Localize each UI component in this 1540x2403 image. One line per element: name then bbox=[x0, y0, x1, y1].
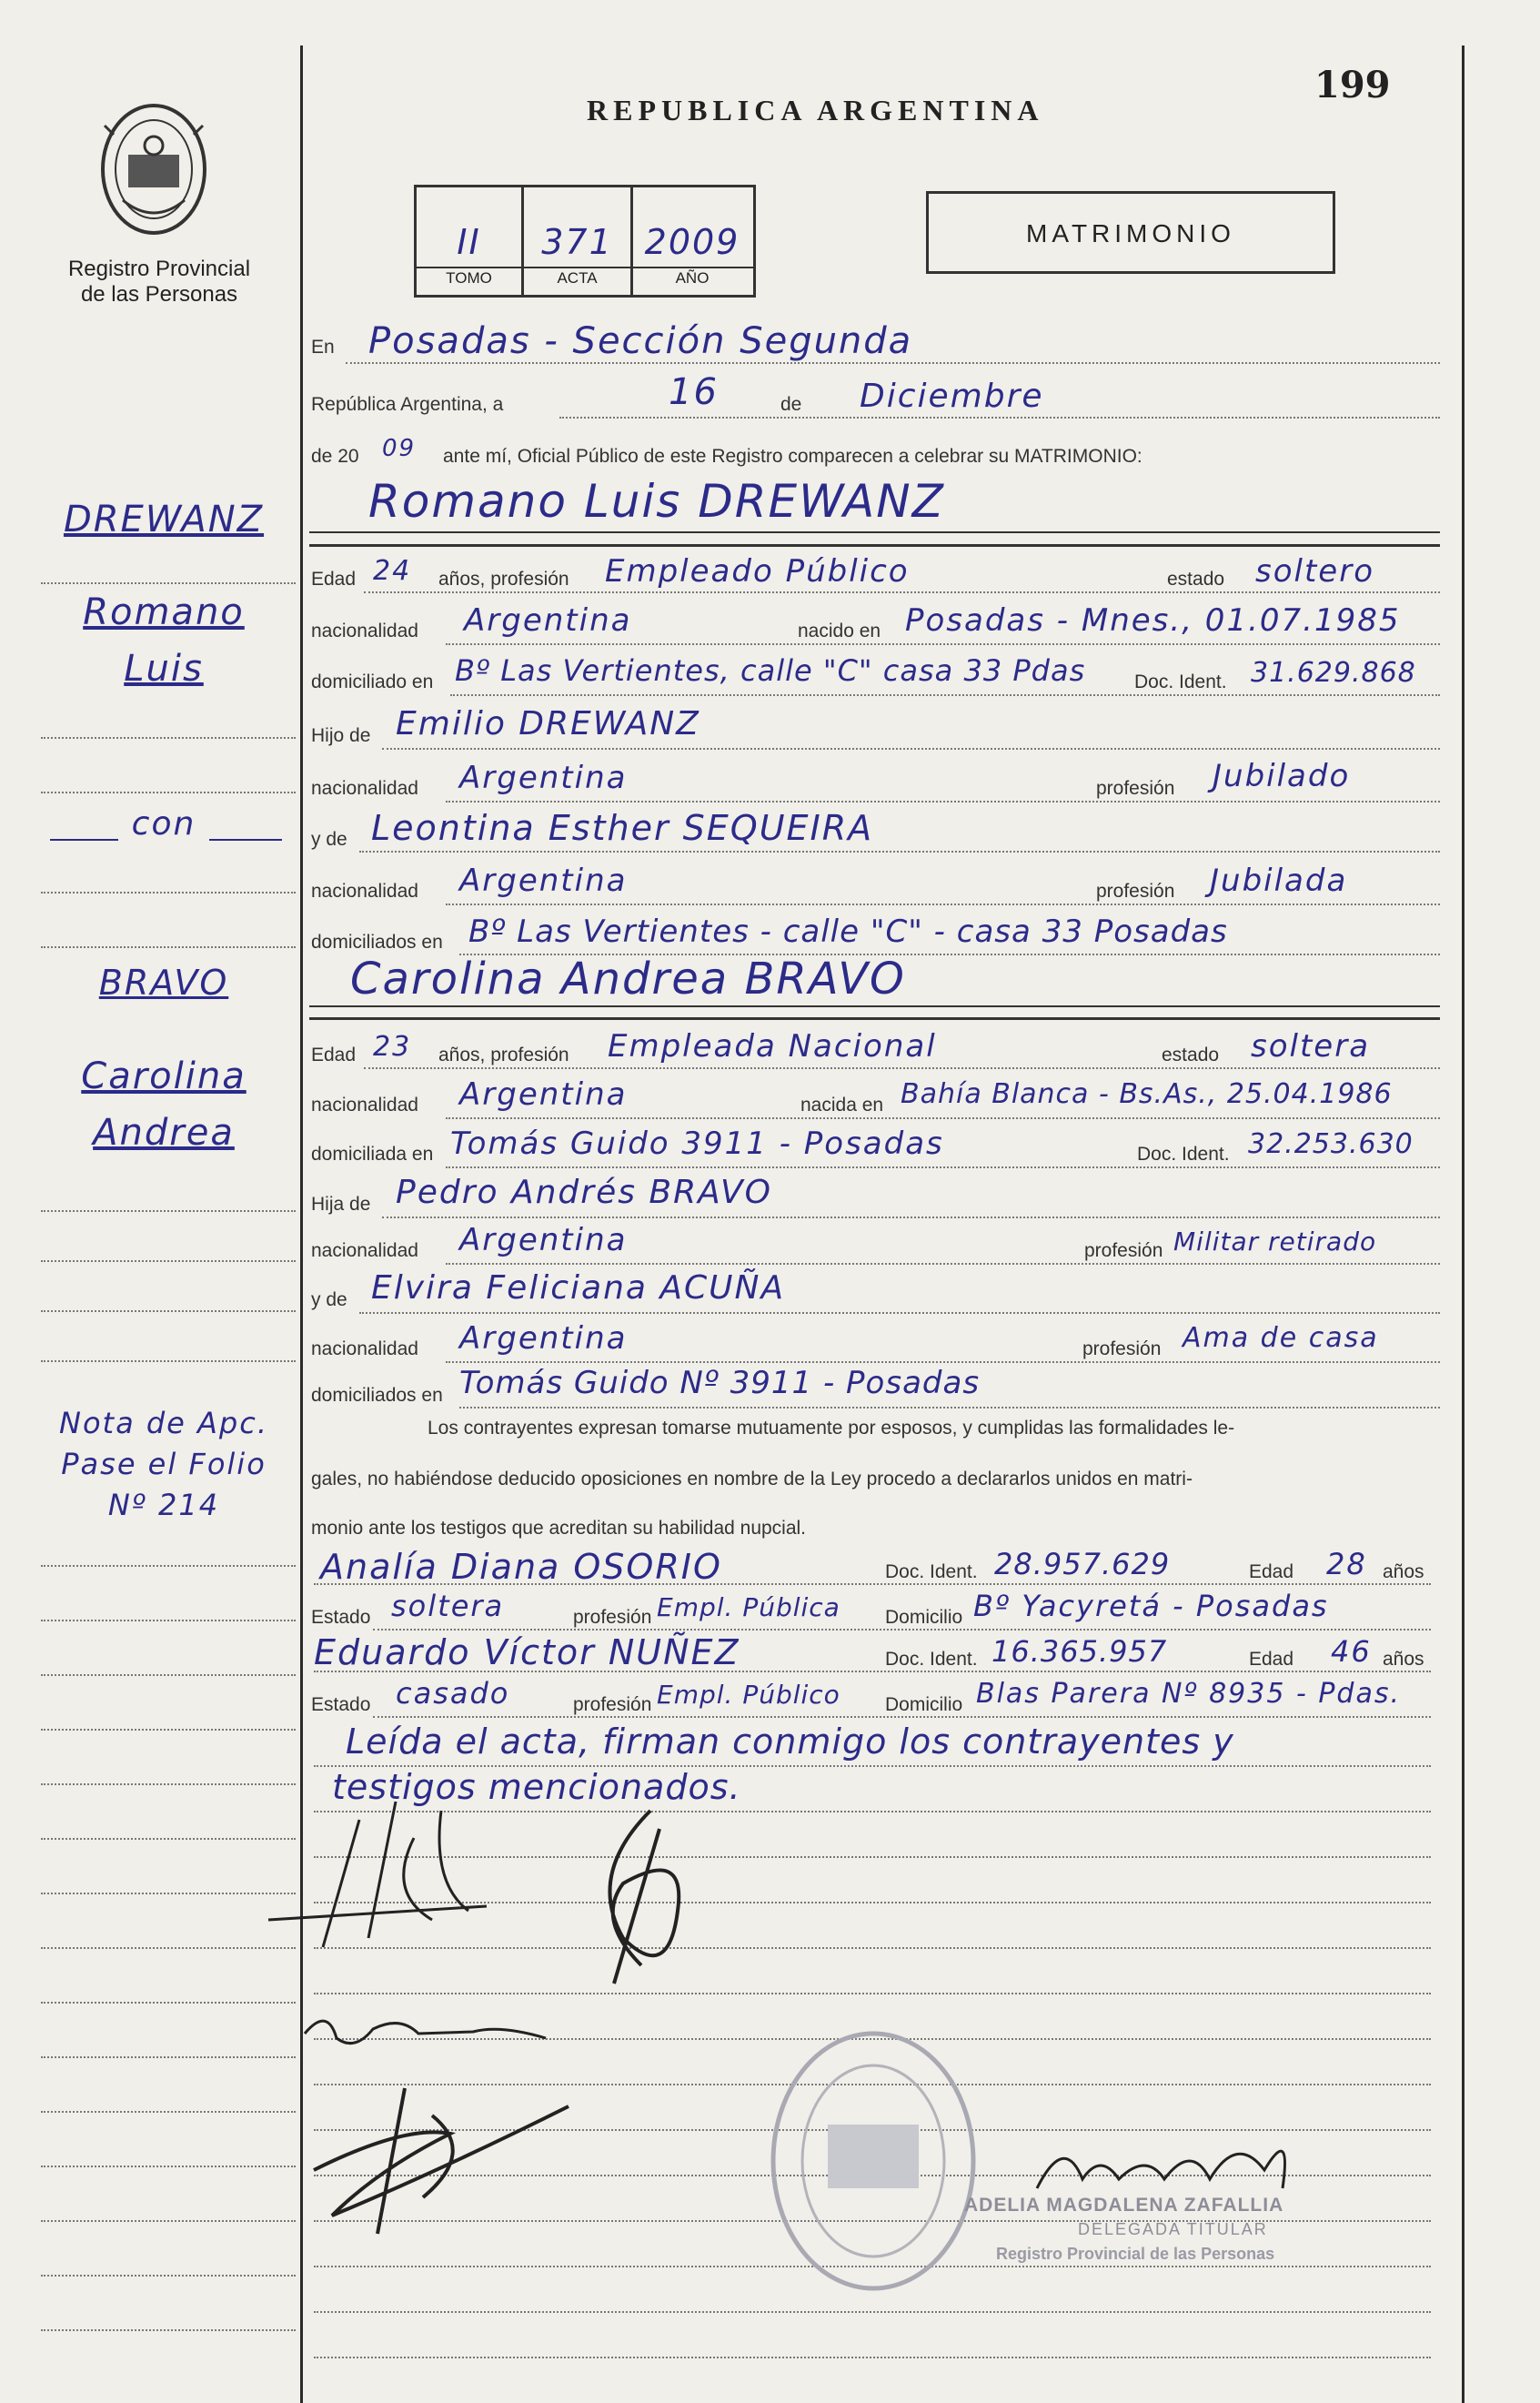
margin-groom-surname: DREWANZ bbox=[63, 499, 265, 540]
bride-father-prof-value: Militar retirado bbox=[1173, 1227, 1377, 1257]
declaration-line1: Los contrayentes expresan tomarse mutuamente por esposos, y cumplidas las formalidades le- bbox=[428, 1418, 1235, 1439]
record-type-box bbox=[926, 191, 1335, 274]
groom-father-label: Hijo de bbox=[311, 725, 371, 746]
witness1-estado-line bbox=[373, 1629, 1431, 1631]
groom-dom-value: Bº Las Vertientes, calle "C" casa 33 Pdas bbox=[455, 653, 1086, 688]
margin-rule bbox=[41, 1620, 296, 1621]
year-prefix: de 20 bbox=[311, 446, 359, 467]
witness2-estado-line bbox=[373, 1716, 1431, 1718]
margin-rule bbox=[41, 2166, 296, 2167]
groom-nacido-label: nacido en bbox=[798, 621, 881, 641]
groom-name-line bbox=[309, 531, 1440, 533]
margin-rule bbox=[41, 2002, 296, 2004]
closing-line2: testigos mencionados. bbox=[332, 1767, 741, 1807]
margin-rule bbox=[41, 2275, 296, 2277]
bride-edad-value: 23 bbox=[373, 1031, 412, 1063]
closing-line1: Leída el acta, firman conmigo los contrayentes y bbox=[346, 1721, 1234, 1762]
witness1-doc-label: Doc. Ident. bbox=[885, 1561, 978, 1582]
bride-mother-prof-label: profesión bbox=[1082, 1338, 1162, 1359]
bride-father-value: Pedro Andrés BRAVO bbox=[396, 1174, 772, 1211]
de-label: de bbox=[780, 394, 802, 415]
bride-parents-dom-value: Tomás Guido Nº 3911 - Posadas bbox=[459, 1365, 981, 1401]
groom-mother-prof-label: profesión bbox=[1096, 881, 1175, 902]
margin-rule bbox=[41, 2220, 296, 2222]
margin-rule bbox=[41, 1565, 296, 1567]
groom-edad-label: Edad bbox=[311, 569, 357, 590]
margin-con-dash-left bbox=[50, 839, 118, 841]
bride-dom-value: Tomás Guido 3911 - Posadas bbox=[450, 1126, 944, 1162]
bride-parents-dom-label: domiciliados en bbox=[311, 1385, 443, 1406]
contrayente-signature-1 bbox=[291, 1997, 555, 2061]
bride-father-prof-label: profesión bbox=[1084, 1240, 1163, 1261]
bride-name-line bbox=[309, 1005, 1440, 1007]
witness2-doc-value: 16.365.957 bbox=[991, 1634, 1168, 1669]
groom-dom-label: domiciliado en bbox=[311, 671, 434, 692]
groom-profesion-value: Empleado Público bbox=[605, 553, 910, 590]
bride-parents-dom-line bbox=[459, 1407, 1440, 1408]
bride-nacido-value: Bahía Blanca - Bs.As., 25.04.1986 bbox=[901, 1078, 1393, 1110]
groom-mother-label: y de bbox=[311, 829, 347, 850]
tomo-value: II bbox=[457, 222, 481, 262]
en-line bbox=[346, 362, 1440, 364]
official-title: DELEGADA TITULAR bbox=[1078, 2220, 1268, 2238]
bride-nac-value: Argentina bbox=[459, 1076, 628, 1113]
groom-section-divider bbox=[309, 544, 1440, 547]
bride-father-nac-label: nacionalidad bbox=[311, 1240, 418, 1261]
page-number: 199 bbox=[1314, 64, 1391, 106]
margin-groom-middle: Luis bbox=[124, 648, 204, 690]
groom-mother-nac-line bbox=[446, 904, 1440, 905]
witness2-anos-label: años bbox=[1383, 1649, 1424, 1670]
groom-nacido-value: Posadas - Mnes., 01.07.1985 bbox=[905, 602, 1401, 639]
margin-note-line3: Nº 214 bbox=[107, 1488, 220, 1522]
witness1-name: Analía Diana OSORIO bbox=[320, 1547, 722, 1587]
tomo-label: TOMO bbox=[446, 269, 492, 287]
groom-father-line bbox=[382, 748, 1440, 750]
groom-doc-label: Doc. Ident. bbox=[1134, 671, 1227, 692]
groom-father-value: Emilio DREWANZ bbox=[396, 705, 700, 742]
contrayente-signature-2 bbox=[296, 2061, 578, 2261]
bride-mother-nac-label: nacionalidad bbox=[311, 1338, 418, 1359]
witness-signature-2 bbox=[569, 1802, 705, 1993]
witness2-edad-label: Edad bbox=[1249, 1649, 1294, 1670]
signature-rule bbox=[314, 2311, 1431, 2313]
groom-mother-line bbox=[359, 851, 1440, 853]
witness1-edad-value: 28 bbox=[1326, 1547, 1367, 1581]
groom-father-prof-value: Jubilado bbox=[1213, 758, 1351, 794]
date-line bbox=[559, 417, 1440, 419]
official-stamp bbox=[764, 2024, 982, 2297]
witness1-dom-label: Domicilio bbox=[885, 1607, 963, 1628]
witness1-edad-label: Edad bbox=[1249, 1561, 1294, 1582]
groom-mother-nac-value: Argentina bbox=[459, 863, 628, 899]
margin-rule bbox=[41, 1310, 296, 1312]
margin-con: con bbox=[131, 805, 196, 843]
month-value: Diciembre bbox=[860, 378, 1044, 415]
margin-rule bbox=[41, 1360, 296, 1362]
bride-profesion-value: Empleada Nacional bbox=[608, 1028, 937, 1065]
witness1-anos-label: años bbox=[1383, 1561, 1424, 1582]
witness1-dom-value: Bº Yacyretá - Posadas bbox=[973, 1589, 1329, 1623]
groom-nac-value: Argentina bbox=[464, 602, 632, 639]
bride-mother-nac-value: Argentina bbox=[459, 1320, 628, 1357]
groom-parents-dom-value: Bº Las Vertientes - calle "C" - casa 33 Posadas bbox=[468, 914, 1228, 950]
registry-name-line1: Registro Provincial bbox=[67, 257, 251, 281]
margin-rule bbox=[41, 1947, 296, 1949]
margin-rule bbox=[41, 1783, 296, 1785]
record-type: MATRIMONIO bbox=[1026, 219, 1235, 247]
groom-dom-line bbox=[450, 694, 1440, 696]
registry-seal-logo bbox=[96, 98, 212, 239]
groom-estado-value: soltero bbox=[1255, 553, 1374, 590]
bride-mother-label: y de bbox=[311, 1289, 347, 1310]
margin-rule bbox=[41, 1210, 296, 1212]
margin-rule bbox=[41, 737, 296, 739]
margin-rule bbox=[41, 946, 296, 948]
margin-note-line2: Pase el Folio bbox=[61, 1447, 267, 1481]
groom-father-prof-label: profesión bbox=[1096, 778, 1175, 799]
margin-rule bbox=[41, 1838, 296, 1840]
margin-rule bbox=[41, 2329, 296, 2331]
bride-estado-label: estado bbox=[1162, 1045, 1220, 1065]
signature-rule bbox=[314, 1993, 1431, 1994]
witness2-estado-label: Estado bbox=[311, 1694, 371, 1715]
signature-rule bbox=[314, 2357, 1431, 2358]
margin-rule bbox=[41, 2056, 296, 2058]
witness2-name: Eduardo Víctor NUÑEZ bbox=[314, 1632, 740, 1672]
bride-section-divider bbox=[309, 1017, 1440, 1020]
declaration-line3: monio ante los testigos que acreditan su habilidad nupcial. bbox=[311, 1518, 807, 1539]
margin-rule bbox=[41, 892, 296, 894]
year-value: 09 bbox=[382, 435, 417, 462]
groom-father-nac-label: nacionalidad bbox=[311, 778, 418, 799]
ano-label: AÑO bbox=[675, 269, 710, 287]
margin-rule bbox=[41, 1893, 296, 1894]
right-border bbox=[1462, 45, 1465, 2403]
bride-dom-label: domiciliada en bbox=[311, 1144, 434, 1165]
witness2-name-line bbox=[314, 1671, 1431, 1672]
bride-mother-nac-line bbox=[446, 1361, 1440, 1363]
declaration-line2: gales, no habiéndose deducido oposiciones en nombre de la Ley procedo a declararlos unidos en matri- bbox=[311, 1469, 1193, 1489]
witness1-prof-value: Empl. Pública bbox=[657, 1592, 840, 1622]
bride-mother-prof-value: Ama de casa bbox=[1183, 1322, 1379, 1354]
margin-rule bbox=[41, 582, 296, 584]
margin-rule bbox=[41, 792, 296, 793]
groom-father-nac-line bbox=[446, 801, 1440, 803]
groom-nac-label: nacionalidad bbox=[311, 621, 418, 641]
margin-bride-surname: BRAVO bbox=[98, 963, 229, 1003]
day-value: 16 bbox=[669, 371, 719, 413]
bride-nac-line bbox=[446, 1117, 1440, 1119]
intro-text: ante mí, Oficial Público de este Registro comparecen a celebrar su MATRIMONIO: bbox=[443, 446, 1142, 467]
official-office: Registro Provincial de las Personas bbox=[996, 2245, 1275, 2263]
bride-mother-line bbox=[359, 1312, 1440, 1314]
margin-rule bbox=[41, 1674, 296, 1676]
groom-nac-line bbox=[446, 643, 1440, 645]
groom-doc-value: 31.629.868 bbox=[1251, 657, 1416, 689]
bride-estado-value: soltera bbox=[1251, 1028, 1371, 1065]
groom-mother-value: Leontina Esther SEQUEIRA bbox=[371, 808, 874, 848]
bride-father-label: Hija de bbox=[311, 1194, 371, 1215]
margin-bride-first: Carolina bbox=[81, 1055, 247, 1097]
groom-mother-prof-value: Jubilada bbox=[1210, 863, 1348, 899]
country-title: REPUBLICA ARGENTINA bbox=[587, 94, 1044, 126]
groom-parents-dom-label: domiciliados en bbox=[311, 932, 443, 953]
republica-label: República Argentina, a bbox=[311, 394, 504, 415]
en-value: Posadas - Sección Segunda bbox=[368, 320, 913, 362]
acta-label: ACTA bbox=[557, 269, 598, 287]
bride-doc-value: 32.253.630 bbox=[1248, 1128, 1414, 1160]
groom-edad-line bbox=[364, 591, 1440, 593]
bride-father-nac-value: Argentina bbox=[459, 1222, 628, 1258]
bride-nac-label: nacionalidad bbox=[311, 1095, 418, 1116]
bride-father-line bbox=[382, 1217, 1440, 1218]
margin-rule bbox=[41, 1260, 296, 1262]
bride-doc-label: Doc. Ident. bbox=[1137, 1144, 1230, 1165]
groom-father-nac-value: Argentina bbox=[459, 760, 628, 796]
bride-edad-label: Edad bbox=[311, 1045, 357, 1065]
groom-profesion-label: años, profesión bbox=[438, 569, 569, 590]
bride-edad-line bbox=[364, 1067, 1440, 1069]
witness1-prof-label: profesión bbox=[573, 1607, 652, 1628]
en-label: En bbox=[311, 337, 335, 358]
witness-signature-1 bbox=[259, 1783, 496, 1965]
witness2-prof-value: Empl. Público bbox=[657, 1680, 840, 1710]
witness2-edad-value: 46 bbox=[1331, 1634, 1372, 1669]
witness2-prof-label: profesión bbox=[573, 1694, 652, 1715]
margin-rule bbox=[41, 1729, 296, 1731]
witness2-doc-label: Doc. Ident. bbox=[885, 1649, 978, 1670]
ano-value: 2009 bbox=[644, 222, 740, 262]
bride-nacido-label: nacida en bbox=[800, 1095, 884, 1116]
witness1-estado-label: Estado bbox=[311, 1607, 371, 1628]
groom-edad-value: 24 bbox=[373, 555, 412, 587]
bride-mother-value: Elvira Feliciana ACUÑA bbox=[371, 1269, 786, 1307]
groom-mother-nac-label: nacionalidad bbox=[311, 881, 418, 902]
bride-profesion-label: años, profesión bbox=[438, 1045, 569, 1065]
witness1-estado-value: soltera bbox=[391, 1589, 505, 1623]
groom-estado-label: estado bbox=[1167, 569, 1225, 590]
registry-name-line2: de las Personas bbox=[80, 282, 238, 307]
groom-full-name: Romano Luis DREWANZ bbox=[368, 475, 945, 528]
witness1-doc-value: 28.957.629 bbox=[994, 1547, 1171, 1581]
margin-bride-middle: Andrea bbox=[93, 1112, 235, 1154]
record-box bbox=[414, 185, 756, 298]
witness2-dom-label: Domicilio bbox=[885, 1694, 963, 1715]
margin-rule bbox=[41, 2111, 296, 2113]
margin-con-dash-right bbox=[209, 839, 282, 841]
bride-full-name: Carolina Andrea BRAVO bbox=[350, 954, 906, 1005]
acta-value: 371 bbox=[541, 222, 613, 262]
witness2-dom-value: Blas Parera Nº 8935 - Pdas. bbox=[976, 1678, 1402, 1710]
witness2-estado-value: casado bbox=[396, 1676, 510, 1711]
bride-father-nac-line bbox=[446, 1263, 1440, 1265]
margin-groom-first: Romano bbox=[83, 591, 245, 633]
bride-dom-line bbox=[446, 1166, 1440, 1168]
official-name: ADELIA MAGDALENA ZAFALLIA bbox=[964, 2195, 1284, 2216]
witness1-name-line bbox=[314, 1583, 1431, 1585]
margin-note-line1: Nota de Apc. bbox=[59, 1406, 268, 1440]
